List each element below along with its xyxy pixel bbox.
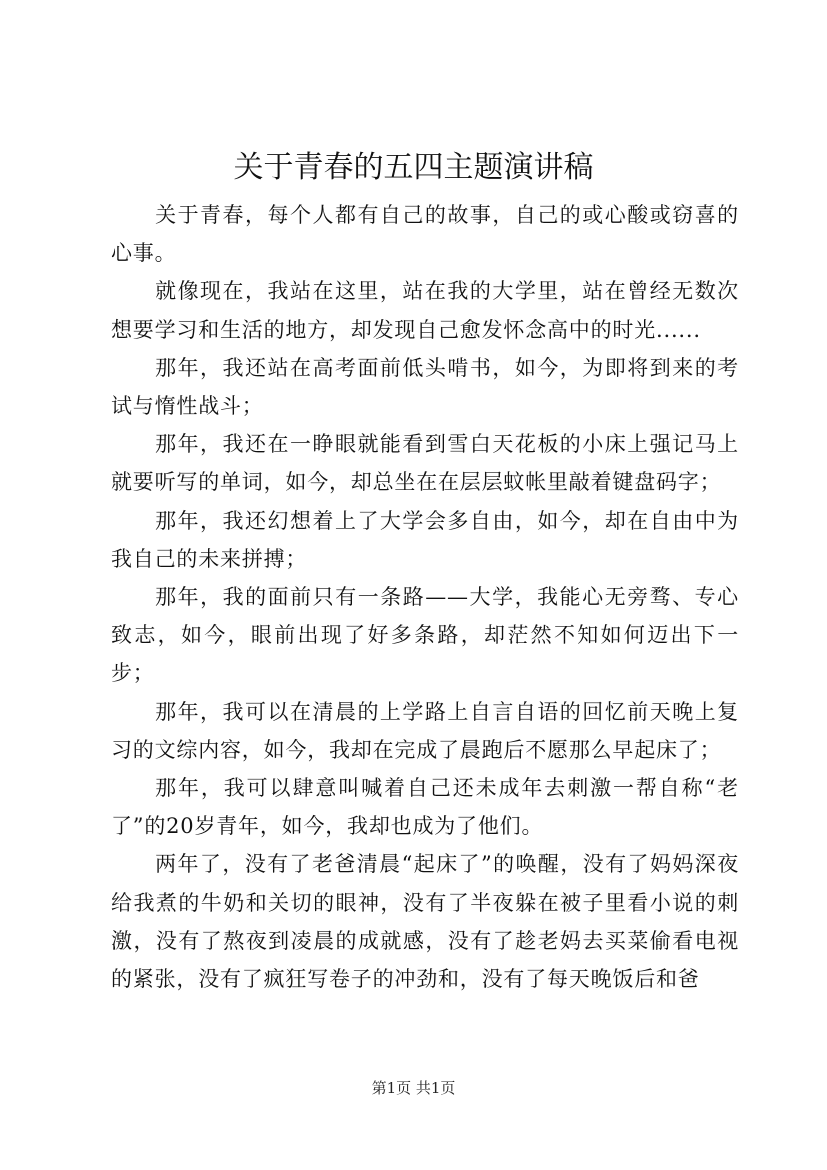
document-title: 关于青春的五四主题演讲稿: [233, 150, 594, 185]
paragraph: 那年，我可以在清晨的上学路上自言自语的回忆前天晚上复习的文综内容，如今，我却在完成了晨跑后不愿那么早起床了；: [111, 699, 739, 762]
document-body: [111, 196, 739, 998]
paragraph: 那年，我可以肆意叫喊着自己还未成年去刺激一帮自称“老了”的20岁青年，如今，我却也成为了他们。: [111, 776, 739, 839]
paragraph: 那年，我的面前只有一条路——大学，我能心无旁骛、专心致志，如今，眼前出现了好多条路，却茫然不知如何迈出下一步；: [111, 585, 739, 686]
paragraph: 那年，我还在一睁眼就能看到雪白天花板的小床上强记马上就要听写的单词，如今，却总坐在在层层蚊帐里敲着键盘码字；: [111, 432, 739, 495]
paragraph: 关于青春，每个人都有自己的故事，自己的或心酸或窃喜的心事。: [111, 203, 739, 266]
paragraph: 那年，我还站在高考面前低头啃书，如今，为即将到来的考试与惰性战斗；: [111, 355, 739, 419]
paragraph: 那年，我还幻想着上了大学会多自由，如今，却在自由中为我自己的未来拼搏；: [111, 508, 739, 571]
paragraph: 就像现在，我站在这里，站在我的大学里，站在曾经无数次想要学习和生活的地方，却发现自己愈发怀念高中的时光......: [111, 279, 739, 342]
page-footer: 第1页 共1页: [371, 1079, 456, 1097]
paragraph: 两年了，没有了老爸清晨“起床了”的唤醒，没有了妈妈深夜给我煮的牛奶和关切的眼神，没有了半夜躲在被子里看小说的刺激，没有了熬夜到凌晨的成就感，没有了趁老妈去买菜偷看电视的紧张，没有了疯狂写卷子的冲劲和，没有了每天晚饭后和爸: [111, 852, 739, 992]
